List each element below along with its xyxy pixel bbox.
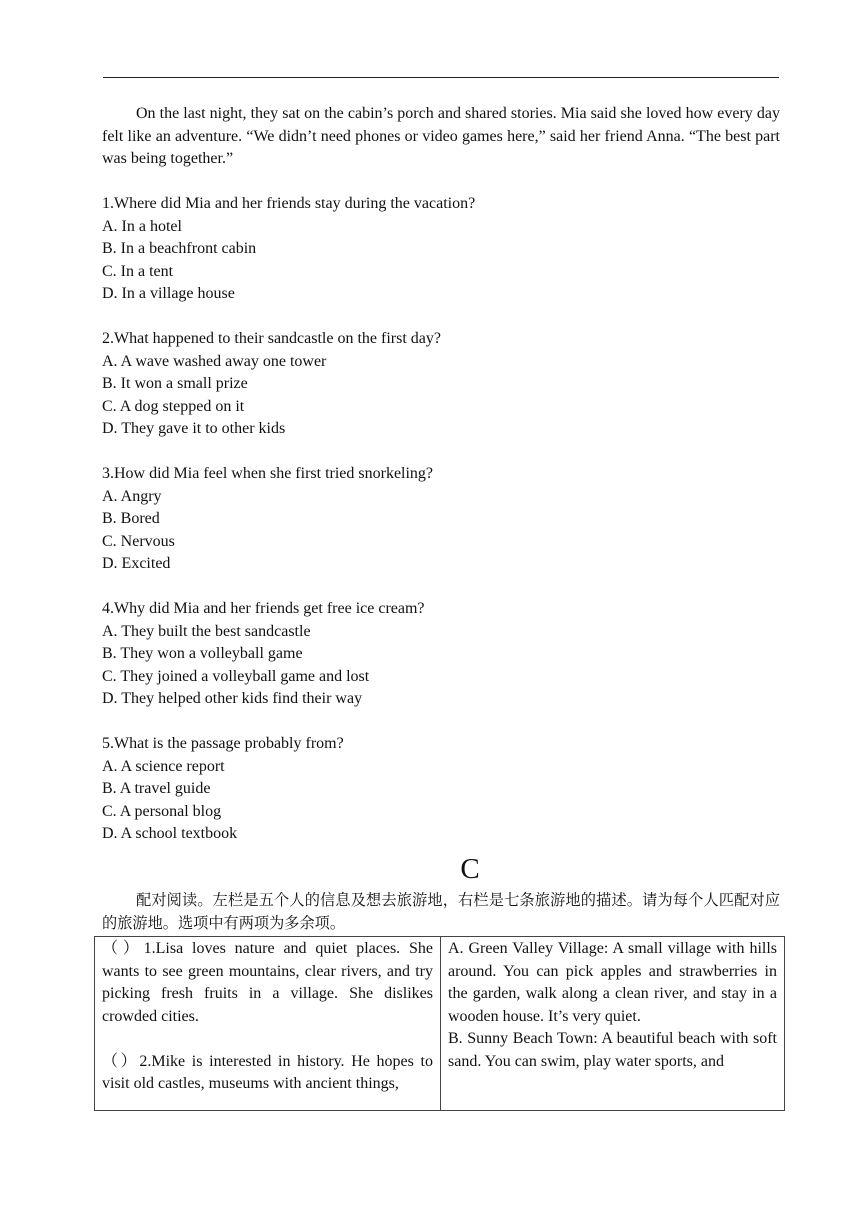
question-stem: 4.Why did Mia and her friends get free ice cream?: [102, 600, 425, 617]
option-a: A. In a hotel: [102, 217, 182, 235]
option-b: B. Bored: [102, 510, 160, 527]
option-d: D. Excited: [102, 555, 171, 572]
question-stem: 1.Where did Mia and her friends stay during the vacation?: [102, 195, 476, 212]
option-c: C. A dog stepped on it: [102, 397, 245, 415]
passage-paragraph: On the last night, they sat on the cabin’s porch and shared stories. Mia said she loved how every day felt like an adventure. “We didn’t need phones or video games here,” said her friend Anna. “The best part was being together.”: [102, 105, 780, 167]
option-d: D. A school textbook: [102, 825, 238, 842]
matching-table: [94, 936, 785, 1111]
places-column: [441, 937, 784, 1110]
option-a: A. A science report: [102, 757, 225, 775]
question-stem: 3.How did Mia feel when she first tried snorkeling?: [102, 465, 434, 482]
option-b: B. In a beachfront cabin: [102, 240, 257, 257]
option-b: B. A travel guide: [102, 780, 211, 797]
person-item-1: （）1.Lisa loves nature and quiet places. She wants to see green mountains, clear rivers, and try picking fresh fruits in a village. She dislikes crowded cities.: [102, 940, 433, 1025]
header-rule: [103, 77, 779, 78]
option-c: C. They joined a volleyball game and lost: [102, 667, 370, 685]
place-item-b: B. Sunny Beach Town: A beautiful beach with soft sand. You can swim, play water sports, and: [448, 1030, 777, 1070]
option-a: A. A wave washed away one tower: [102, 352, 327, 370]
questions-list: [102, 193, 780, 846]
question-2: [102, 328, 780, 441]
person-item-2: （）2.Mike is interested in history. He hopes to visit old castles, museums with ancient things,: [102, 1052, 433, 1092]
option-d: D. They gave it to other kids: [102, 420, 286, 437]
people-column: [95, 937, 441, 1110]
option-a: A. Angry: [102, 487, 162, 505]
question-3: [102, 463, 780, 576]
place-item-a: A. Green Valley Village: A small village with hills around. You can pick apples and strawberries in the garden, walk along a clean river, and stay in a wooden house. It’s very quiet.: [448, 940, 777, 1025]
question-5: [102, 733, 780, 846]
question-stem: 5.What is the passage probably from?: [102, 735, 344, 752]
option-b: B. They won a volleyball game: [102, 645, 303, 662]
option-c: C. In a tent: [102, 262, 174, 280]
option-d: D. They helped other kids find their way: [102, 690, 363, 707]
section-instructions: 配对阅读。左栏是五个人的信息及想去旅游地，右栏是七条旅游地的描述。请为每个人匹配对应的旅游地。选项中有两项为多余项。: [102, 891, 780, 932]
option-b: B. It won a small prize: [102, 375, 248, 392]
section-heading: C: [460, 853, 480, 885]
option-d: D. In a village house: [102, 285, 235, 302]
question-4: [102, 598, 780, 711]
option-c: C. Nervous: [102, 532, 175, 550]
option-c: C. A personal blog: [102, 802, 222, 820]
question-1: [102, 193, 780, 306]
question-stem: 2.What happened to their sandcastle on the first day?: [102, 330, 441, 347]
option-a: A. They built the best sandcastle: [102, 622, 311, 640]
